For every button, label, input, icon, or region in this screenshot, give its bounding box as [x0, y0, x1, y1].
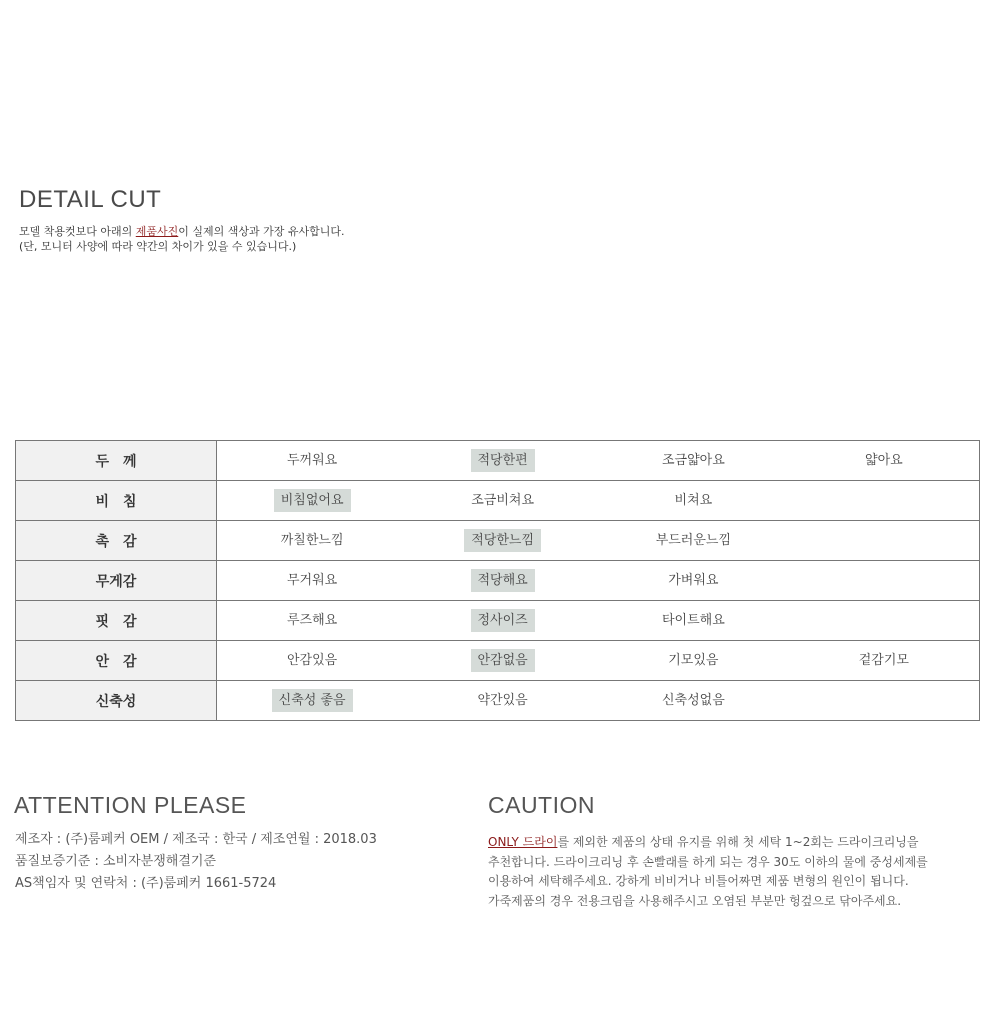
spec-row [16, 481, 980, 521]
spec-row-label: 무게감 [16, 561, 217, 601]
spec-option-selected: 신축성 좋음 [272, 689, 353, 712]
spec-option-cell [598, 441, 789, 481]
caution-line-2: 추천합니다. 드라이크리닝 후 손빨래를 하게 되는 경우 30도 이하의 물에 중성세제를 [488, 854, 928, 869]
spec-option-cell [789, 441, 980, 481]
spec-option-cell [407, 561, 598, 601]
detail-description-line-2: (단, 모니터 사양에 따라 약간의 차이가 있을 수 있습니다.) [19, 240, 297, 253]
spec-row [16, 601, 980, 641]
detail-line1-prefix: 모델 착용컷보다 아래의 [19, 225, 136, 238]
spec-option: 무거워요 [287, 573, 338, 588]
spec-option-selected: 적당해요 [471, 569, 535, 592]
detail-line1-highlight: 제품사진 [135, 225, 179, 238]
spec-option-selected: 안감없음 [471, 649, 535, 672]
spec-option: 안감있음 [287, 653, 338, 668]
spec-option-cell [789, 641, 980, 681]
spec-option-cell [789, 601, 980, 641]
spec-option: 비쳐요 [674, 493, 713, 508]
spec-option: 기모있음 [668, 653, 719, 668]
spec-option: 두꺼워요 [287, 453, 338, 468]
spec-row-label: 신축성 [16, 681, 217, 721]
spec-option-cell [407, 521, 598, 561]
spec-option-cell [217, 601, 408, 641]
spec-row-label: 핏 감 [16, 601, 217, 641]
spec-option-cell [789, 681, 980, 721]
spec-option-cell [217, 641, 408, 681]
caution-line1-text: 를 제외한 제품의 상태 유지를 위해 첫 세탁 1~2회는 드라이크리닝을 [557, 835, 919, 849]
detail-line1-suffix: 이 실제의 색상과 가장 유사합니다. [178, 225, 345, 238]
spec-option-cell [598, 561, 789, 601]
spec-option: 겉감기모 [858, 653, 909, 668]
spec-option-cell [598, 521, 789, 561]
spec-row [16, 521, 980, 561]
spec-option-cell [217, 521, 408, 561]
spec-option-cell [789, 521, 980, 561]
spec-row [16, 641, 980, 681]
spec-option: 얇아요 [865, 453, 903, 468]
attention-line-manufacturer: 제조자 : (주)룸페커 OEM / 제조국 : 한국 / 제조연월 : 2018.03 [15, 832, 377, 847]
spec-row-label: 촉 감 [16, 521, 217, 561]
spec-row-label: 비 침 [16, 481, 217, 521]
attention-line-as-contact: AS책임자 및 연락처 : (주)룸페커 1661-5724 [15, 876, 277, 891]
caution-highlight: ONLY 드라이 [488, 835, 558, 849]
spec-row [16, 681, 980, 721]
spec-option-cell [217, 561, 408, 601]
caution-info [488, 833, 988, 911]
spec-option-selected: 정사이즈 [471, 609, 535, 632]
attention-info [15, 829, 377, 895]
spec-option-cell [789, 561, 980, 601]
spec-option: 가벼워요 [668, 573, 719, 588]
detail-description [19, 224, 345, 254]
spec-option: 부드러운느낌 [655, 533, 732, 548]
product-spec-table [15, 440, 980, 721]
spec-row-label: 두 께 [16, 441, 217, 481]
spec-row [16, 561, 980, 601]
caution-line-3: 이용하여 세탁해주세요. 강하게 비비거나 비틀어짜면 제품 변형의 원인이 됩니다. [488, 874, 909, 888]
spec-option-cell [407, 601, 598, 641]
spec-option-selected: 적당한편 [471, 449, 535, 472]
spec-option-cell [407, 641, 598, 681]
spec-option-cell [217, 681, 408, 721]
spec-option-cell [407, 681, 598, 721]
spec-option-cell [217, 441, 408, 481]
attention-line-quality: 품질보증기준 : 소비자분쟁해결기준 [15, 854, 217, 869]
detail-description-line-1 [19, 224, 345, 239]
spec-row [16, 441, 980, 481]
spec-option-cell [217, 481, 408, 521]
caution-line-4: 가죽제품의 경우 전용크림을 사용해주시고 오염된 부분만 헝겊으로 닦아주세요. [488, 893, 902, 908]
spec-row-label: 안 감 [16, 641, 217, 681]
spec-option: 신축성없음 [661, 693, 725, 708]
attention-title: ATTENTION PLEASE [14, 792, 247, 818]
spec-option-selected: 적당한느낌 [464, 529, 541, 552]
spec-option-cell [407, 481, 598, 521]
spec-option-cell [598, 481, 789, 521]
spec-option: 약간있음 [477, 693, 528, 708]
spec-option-cell [598, 681, 789, 721]
spec-option: 루즈해요 [287, 613, 338, 628]
spec-option-cell [598, 601, 789, 641]
spec-option: 까칠한느낌 [280, 533, 344, 548]
spec-option-cell [598, 641, 789, 681]
spec-option-cell [789, 481, 980, 521]
spec-option: 조금비쳐요 [471, 493, 535, 508]
detail-cut-title: DETAIL CUT [19, 186, 162, 213]
caution-title: CAUTION [488, 792, 595, 818]
caution-line-1 [488, 833, 988, 853]
spec-option-selected: 비침없어요 [274, 489, 351, 512]
spec-option-cell [407, 441, 598, 481]
spec-option: 타이트해요 [661, 613, 725, 628]
spec-option: 조금얇아요 [661, 453, 725, 468]
